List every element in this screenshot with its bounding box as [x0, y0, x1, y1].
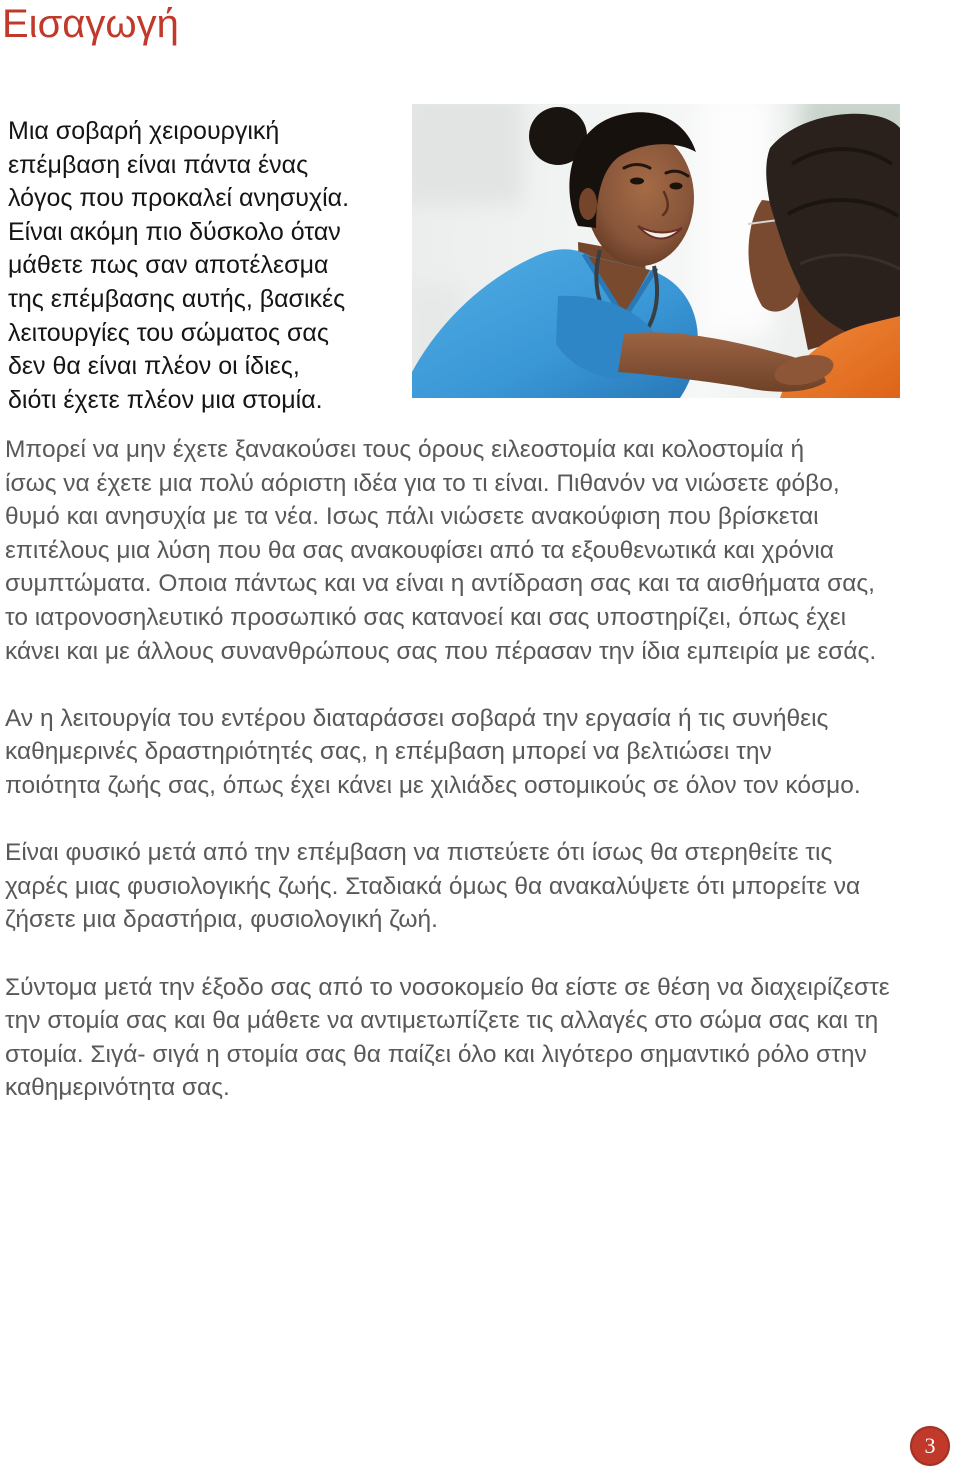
text-line: στομία. Σιγά- σιγά η στομία σας θα παίζει όλο και λιγότερο σημαντικό ρόλο στην	[5, 1040, 867, 1068]
photo-illustration	[412, 104, 900, 398]
text-line: χαρές μιας φυσιολογικής ζωής. Σταδιακά όμως θα ανακαλύψετε ότι μπορείτε να	[5, 872, 861, 900]
text-line: Σύντομα μετά την έξοδο σας από το νοσοκομείο θα είστε σε θέση να διαχειρίζεστε	[5, 973, 890, 1001]
text-line: το ιατρονοσηλευτικό προσωπικό σας κατανοεί και σας υποστηρίζει, όπως έχει	[5, 603, 847, 631]
intro-line: λειτουργίες του σώματος σας	[8, 318, 329, 347]
text-line: Μπορεί να μην έχετε ξανακούσει τους όρους ειλεοστομία και κολοστομία ή	[5, 436, 805, 463]
page-title: Εισαγωγή	[2, 2, 179, 46]
text-line: Είναι φυσικό μετά από την επέμβαση να πιστεύετε ότι ίσως θα στερηθείτε τις	[5, 839, 833, 867]
intro-line: μάθετε πως σαν αποτέλεσμα	[8, 251, 329, 280]
intro-line: της επέμβασης αυτής, βασικές	[8, 284, 346, 313]
text-line: συμπτώματα. Οποια πάντως και να είναι η αντίδραση σας και τα αισθήματα σας,	[5, 570, 875, 598]
text-line: καθημερινές δραστηριότητές σας, η επέμβαση μπορεί να βελτιώσει την	[5, 738, 772, 766]
paragraph	[5, 836, 955, 937]
text-line: καθημερινότητα σας.	[5, 1074, 230, 1102]
text-line: ποιότητα ζωής σας, όπως έχει κάνει με χιλιάδες οστομικούς σε όλον τον κόσμο.	[5, 771, 861, 799]
text-line: την στομία σας και θα μάθετε να αντιμετωπίζετε τις αλλαγές στο σώμα σας και τη	[5, 1007, 879, 1035]
intro-line: Μια σοβαρή χειρουργική	[8, 117, 280, 145]
paragraph	[5, 433, 955, 668]
text-line: κάνει και με άλλους συνανθρώπους σας που πέρασαν την ίδια εμπειρία με εσάς.	[5, 637, 877, 665]
page-number: 3	[924, 1433, 936, 1458]
intro-line: λόγος που προκαλεί ανησυχία.	[8, 184, 350, 213]
body-text	[5, 433, 955, 1138]
text-line: ίσως να έχετε μια πολύ αόριστη ιδέα για το τι είναι. Πιθανόν να νιώσετε φόβο,	[5, 469, 840, 497]
intro-line: δεν θα είναι πλέον οι ίδιες,	[8, 352, 300, 381]
photo-nurse-with-patient	[412, 104, 900, 398]
paragraph	[5, 971, 955, 1105]
intro-line: επέμβαση είναι πάντα ένας	[8, 150, 309, 179]
text-line: ζήσετε μια δραστήρια, φυσιολογική ζωή.	[5, 906, 438, 934]
text-line: Αν η λειτουργία του εντέρου διαταράσσει σοβαρά την εργασία ή τις συνήθεις	[5, 704, 829, 732]
intro-line: Είναι ακόμη πιο δύσκολο όταν	[8, 217, 341, 246]
intro-text	[8, 115, 406, 417]
text-line: επιτέλους μια λύση που θα σας ανακουφίσει από τα εξουθενωτικά και χρόνια	[5, 536, 834, 564]
text-line: θυμό και ανησυχία με τα νέα. Ισως πάλι νιώσετε ανακούφιση που βρίσκεται	[5, 503, 819, 531]
intro-line: διότι έχετε πλέον μια στομία.	[8, 385, 323, 414]
paragraph	[5, 702, 955, 803]
page-number-badge	[910, 1426, 950, 1466]
